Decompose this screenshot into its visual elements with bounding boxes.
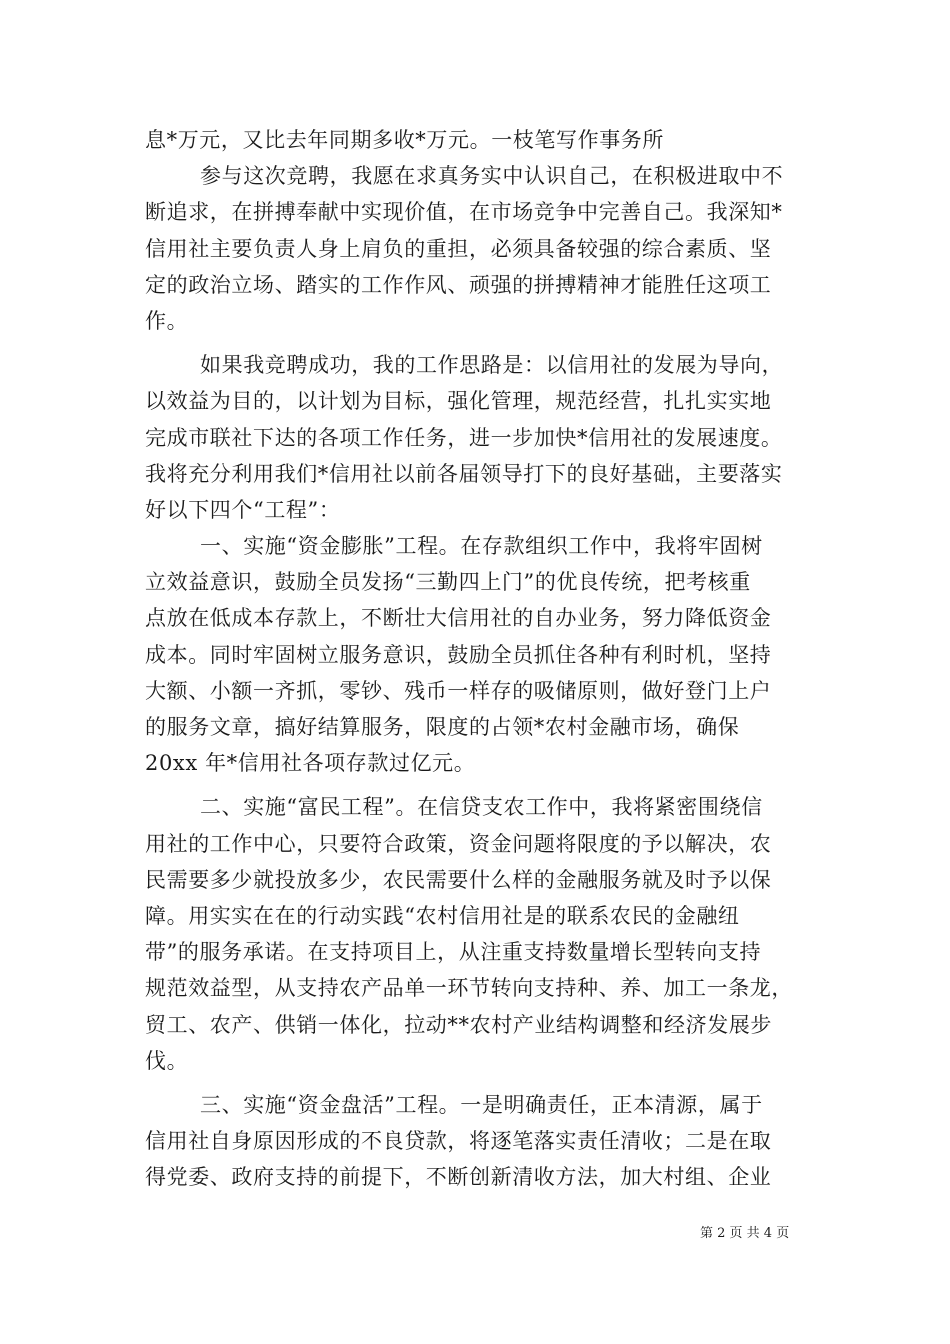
text-line: 二、实施“富民工程”。在信贷支农工作中，我将紧密围绕信 bbox=[200, 795, 763, 820]
text-line: 贸工、农产、供销一体化，拉动**农村产业结构调整和经济发展步 bbox=[145, 1012, 772, 1037]
text-line: 三、实施“资金盘活”工程。一是明确责任，正本清源，属于 bbox=[200, 1092, 763, 1117]
text-line: 定的政治立场、踏实的工作作风、顽强的拼搏精神才能胜任这项工 bbox=[145, 272, 772, 297]
text-line: 成本。同时牢固树立服务意识，鼓励全员抓住各种有利时机，坚持 bbox=[145, 642, 772, 667]
text-line: 20xx 年*信用社各项存款过亿元。 bbox=[145, 751, 476, 776]
text-line: 大额、小额一齐抓，零钞、残币一样存的吸储原则，做好登门上户 bbox=[145, 678, 772, 703]
text-line: 一、实施“资金膨胀”工程。在存款组织工作中，我将牢固树 bbox=[200, 534, 763, 559]
text-line: 信用社自身原因形成的不良贷款，将逐笔落实责任清收；二是在取 bbox=[145, 1129, 772, 1154]
text-line: 规范效益型，从支持农产品单一环节转向支持种、养、加工一条龙， bbox=[145, 976, 793, 1001]
text-line: 完成市联社下达的各项工作任务，进一步加快*信用社的发展速度。 bbox=[145, 425, 783, 450]
text-line: 的服务文章，搞好结算服务，限度的占领*农村金融市场，确保 bbox=[145, 715, 740, 739]
document-body bbox=[145, 122, 810, 1195]
text-line: 以效益为目的，以计划为目标，强化管理，规范经营，扎扎实实地 bbox=[145, 389, 772, 414]
text-line: 带”的服务承诺。在支持项目上，从注重支持数量增长型转向支持 bbox=[145, 940, 762, 965]
text-line: 息*万元，又比去年同期多收*万元。一枝笔写作事务所 bbox=[145, 128, 664, 152]
text-line: 点放在低成本存款上，不断壮大信用社的自办业务，努力降低资金 bbox=[145, 606, 772, 631]
text-line: 伐。 bbox=[145, 1048, 189, 1073]
text-line: 民需要多少就投放多少，农民需要什么样的金融服务就及时予以保 bbox=[145, 867, 772, 892]
text-line: 参与这次竞聘，我愿在求真务实中认识自己，在积极进取中不 bbox=[200, 164, 784, 189]
text-line: 用社的工作中心，只要符合政策，资金问题将限度的予以解决，农 bbox=[145, 831, 772, 856]
text-line: 信用社主要负责人身上肩负的重担，必须具备较强的综合素质、坚 bbox=[145, 236, 772, 261]
text-line: 我将充分利用我们*信用社以前各届领导打下的良好基础，主要落实 bbox=[145, 461, 783, 486]
text-line: 立效益意识，鼓励全员发扬“三勤四上门”的优良传统，把考核重 bbox=[145, 570, 751, 595]
text-line: 作。 bbox=[145, 308, 189, 333]
page-number: 第 2 页 共 4 页 bbox=[700, 1226, 790, 1241]
text-line: 障。用实实在在的行动实践“农村信用社是的联系农民的金融纽 bbox=[145, 903, 740, 928]
text-line: 好以下四个“工程”： bbox=[145, 497, 341, 522]
text-line: 得党委、政府支持的前提下，不断创新清收方法，加大村组、企业 bbox=[145, 1165, 772, 1190]
text-line: 断追求，在拼搏奉献中实现价值，在市场竞争中完善自己。我深知* bbox=[145, 200, 783, 225]
text-line: 如果我竞聘成功，我的工作思路是：以信用社的发展为导向， bbox=[200, 353, 784, 378]
